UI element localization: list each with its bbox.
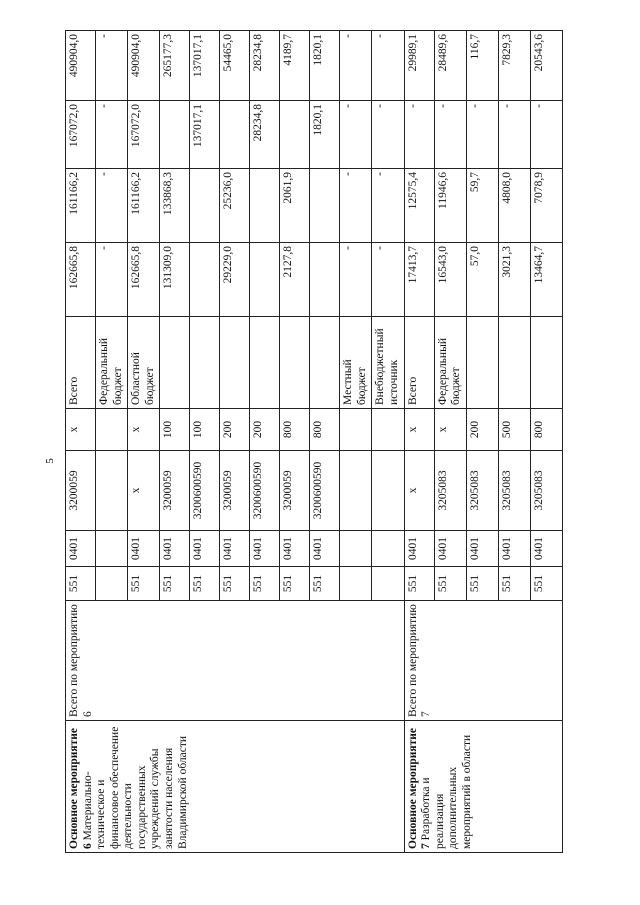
rzpr-cell: 0401: [530, 531, 562, 567]
vr-cell: x: [128, 409, 160, 451]
page-number: 5: [44, 458, 56, 464]
activity-name-cell: [404, 721, 562, 853]
y2016-value-cell: 20543,6: [530, 31, 562, 101]
rzpr-cell: 0401: [220, 531, 250, 567]
activity-name-cell: [66, 721, 405, 853]
responsible-cell: Всего по мероприятию 7: [404, 601, 562, 721]
y2016-value-cell: 1820,1: [310, 31, 340, 101]
y2015-value-cell: -: [434, 101, 466, 169]
y2015-value-cell: -: [404, 101, 434, 169]
total-value-cell: [250, 243, 280, 317]
grbs-cell: 551: [250, 567, 280, 601]
vr-cell: 200: [220, 409, 250, 451]
vr-cell: 200: [250, 409, 280, 451]
grbs-cell: 551: [404, 567, 434, 601]
y2016-value-cell: 54465,0: [220, 31, 250, 101]
csr-cell: 3200059: [66, 451, 96, 531]
grbs-cell: [96, 567, 128, 601]
csr-cell: 3205083: [498, 451, 530, 531]
y2016-value-cell: 4189,7: [280, 31, 310, 101]
vr-cell: [96, 409, 128, 451]
csr-cell: x: [404, 451, 434, 531]
y2014-value-cell: -: [96, 169, 128, 243]
y2016-value-cell: 28234,8: [250, 31, 280, 101]
vr-cell: 800: [310, 409, 340, 451]
table-row: [404, 31, 434, 853]
y2014-value-cell: 11946,6: [434, 169, 466, 243]
y2014-value-cell: 12575,4: [404, 169, 434, 243]
funding-source-cell: [466, 317, 498, 409]
rzpr-cell: 0401: [310, 531, 340, 567]
activity-description: Разработка и реализация дополнительных мероприятий в области: [420, 734, 473, 849]
y2015-value-cell: [280, 101, 310, 169]
table-row: [66, 31, 96, 853]
y2015-value-cell: -: [340, 101, 372, 169]
vr-cell: [372, 409, 404, 451]
grbs-cell: 551: [220, 567, 250, 601]
total-value-cell: 17413,7: [404, 243, 434, 317]
y2016-value-cell: 7829,3: [498, 31, 530, 101]
funding-source-cell: Внебюджетный источник: [372, 317, 404, 409]
csr-cell: 3205083: [434, 451, 466, 531]
funding-source-cell: [190, 317, 220, 409]
csr-cell: 3200059: [280, 451, 310, 531]
vr-cell: 100: [160, 409, 190, 451]
total-value-cell: 162665,8: [66, 243, 96, 317]
total-value-cell: 162665,8: [128, 243, 160, 317]
y2015-value-cell: -: [372, 101, 404, 169]
csr-cell: 3205083: [466, 451, 498, 531]
vr-cell: 100: [190, 409, 220, 451]
total-value-cell: 29229,0: [220, 243, 250, 317]
total-value-cell: 2127,8: [280, 243, 310, 317]
total-value-cell: 3021,3: [498, 243, 530, 317]
funding-source-cell: [280, 317, 310, 409]
vr-cell: 500: [498, 409, 530, 451]
y2015-value-cell: -: [96, 101, 128, 169]
total-value-cell: [190, 243, 220, 317]
y2016-value-cell: 265177,3: [160, 31, 190, 101]
y2014-value-cell: [250, 169, 280, 243]
funding-source-cell: [498, 317, 530, 409]
y2014-value-cell: 7078,9: [530, 169, 562, 243]
y2016-value-cell: 29989,1: [404, 31, 434, 101]
grbs-cell: 551: [530, 567, 562, 601]
funding-source-cell: Федеральный бюджет: [96, 317, 128, 409]
vr-cell: 200: [466, 409, 498, 451]
grbs-cell: 551: [190, 567, 220, 601]
y2016-value-cell: 28489,6: [434, 31, 466, 101]
grbs-cell: [372, 567, 404, 601]
total-value-cell: -: [372, 243, 404, 317]
y2015-value-cell: [160, 101, 190, 169]
total-value-cell: -: [340, 243, 372, 317]
grbs-cell: 551: [128, 567, 160, 601]
grbs-cell: 551: [310, 567, 340, 601]
funding-source-cell: Областной бюджет: [128, 317, 160, 409]
csr-cell: 3205083: [530, 451, 562, 531]
csr-cell: [340, 451, 372, 531]
csr-cell: 3200600590: [250, 451, 280, 531]
funding-source-cell: Всего: [66, 317, 96, 409]
csr-cell: [96, 451, 128, 531]
y2015-value-cell: -: [530, 101, 562, 169]
funding-source-cell: [220, 317, 250, 409]
y2016-value-cell: 116,7: [466, 31, 498, 101]
total-value-cell: 57,0: [466, 243, 498, 317]
vr-cell: x: [434, 409, 466, 451]
activity-description: Материально-техническое и финансовое обеспечение деятельности государственных учреждений службы занятости населения Владимирской области: [81, 726, 189, 849]
y2014-value-cell: [310, 169, 340, 243]
funding-source-cell: [250, 317, 280, 409]
grbs-cell: 551: [160, 567, 190, 601]
y2014-value-cell: 161166,2: [66, 169, 96, 243]
y2014-value-cell: 133868,3: [160, 169, 190, 243]
grbs-cell: [340, 567, 372, 601]
grbs-cell: 551: [434, 567, 466, 601]
rzpr-cell: 0401: [66, 531, 96, 567]
rzpr-cell: [372, 531, 404, 567]
rzpr-cell: 0401: [466, 531, 498, 567]
vr-cell: [340, 409, 372, 451]
total-value-cell: [310, 243, 340, 317]
total-value-cell: 131309,0: [160, 243, 190, 317]
activity-title: Основное мероприятие 7: [406, 727, 433, 849]
y2014-value-cell: [190, 169, 220, 243]
csr-cell: 3200600590: [190, 451, 220, 531]
y2015-value-cell: 28234,8: [250, 101, 280, 169]
funding-source-cell: [310, 317, 340, 409]
y2014-value-cell: 59,7: [466, 169, 498, 243]
funding-source-cell: [530, 317, 562, 409]
vr-cell: 800: [530, 409, 562, 451]
funding-source-cell: Местный бюджет: [340, 317, 372, 409]
funding-source-cell: Всего: [404, 317, 434, 409]
rzpr-cell: [96, 531, 128, 567]
rzpr-cell: 0401: [434, 531, 466, 567]
y2014-value-cell: -: [340, 169, 372, 243]
total-value-cell: 16543,0: [434, 243, 466, 317]
budget-table: [65, 30, 563, 853]
rzpr-cell: 0401: [498, 531, 530, 567]
y2016-value-cell: -: [340, 31, 372, 101]
rzpr-cell: [340, 531, 372, 567]
y2015-value-cell: [220, 101, 250, 169]
vr-cell: x: [66, 409, 96, 451]
csr-cell: 3200059: [220, 451, 250, 531]
y2016-value-cell: 490904,0: [128, 31, 160, 101]
csr-cell: 3200600590: [310, 451, 340, 531]
y2015-value-cell: -: [466, 101, 498, 169]
y2015-value-cell: 167072,0: [66, 101, 96, 169]
rzpr-cell: 0401: [128, 531, 160, 567]
grbs-cell: 551: [66, 567, 96, 601]
csr-cell: [372, 451, 404, 531]
y2016-value-cell: 490904,0: [66, 31, 96, 101]
y2015-value-cell: 1820,1: [310, 101, 340, 169]
rotated-table-container: [65, 31, 547, 853]
y2016-value-cell: -: [372, 31, 404, 101]
y2014-value-cell: 161166,2: [128, 169, 160, 243]
total-value-cell: -: [96, 243, 128, 317]
funding-source-cell: Федеральный бюджет: [434, 317, 466, 409]
y2014-value-cell: 25236,0: [220, 169, 250, 243]
y2016-value-cell: -: [96, 31, 128, 101]
rzpr-cell: 0401: [280, 531, 310, 567]
y2014-value-cell: -: [372, 169, 404, 243]
funding-source-cell: [160, 317, 190, 409]
rzpr-cell: 0401: [190, 531, 220, 567]
y2015-value-cell: 167072,0: [128, 101, 160, 169]
y2015-value-cell: 137017,1: [190, 101, 220, 169]
rzpr-cell: 0401: [160, 531, 190, 567]
csr-cell: x: [128, 451, 160, 531]
total-value-cell: 13464,7: [530, 243, 562, 317]
grbs-cell: 551: [280, 567, 310, 601]
activity-title: Основное мероприятие 6: [68, 727, 94, 849]
grbs-cell: 551: [466, 567, 498, 601]
vr-cell: 800: [280, 409, 310, 451]
rzpr-cell: 0401: [250, 531, 280, 567]
y2015-value-cell: -: [498, 101, 530, 169]
responsible-cell: Всего по мероприятию 6: [66, 601, 405, 721]
csr-cell: 3200059: [160, 451, 190, 531]
rzpr-cell: 0401: [404, 531, 434, 567]
y2014-value-cell: 4808,0: [498, 169, 530, 243]
y2014-value-cell: 2061,9: [280, 169, 310, 243]
y2016-value-cell: 137017,1: [190, 31, 220, 101]
vr-cell: x: [404, 409, 434, 451]
grbs-cell: 551: [498, 567, 530, 601]
